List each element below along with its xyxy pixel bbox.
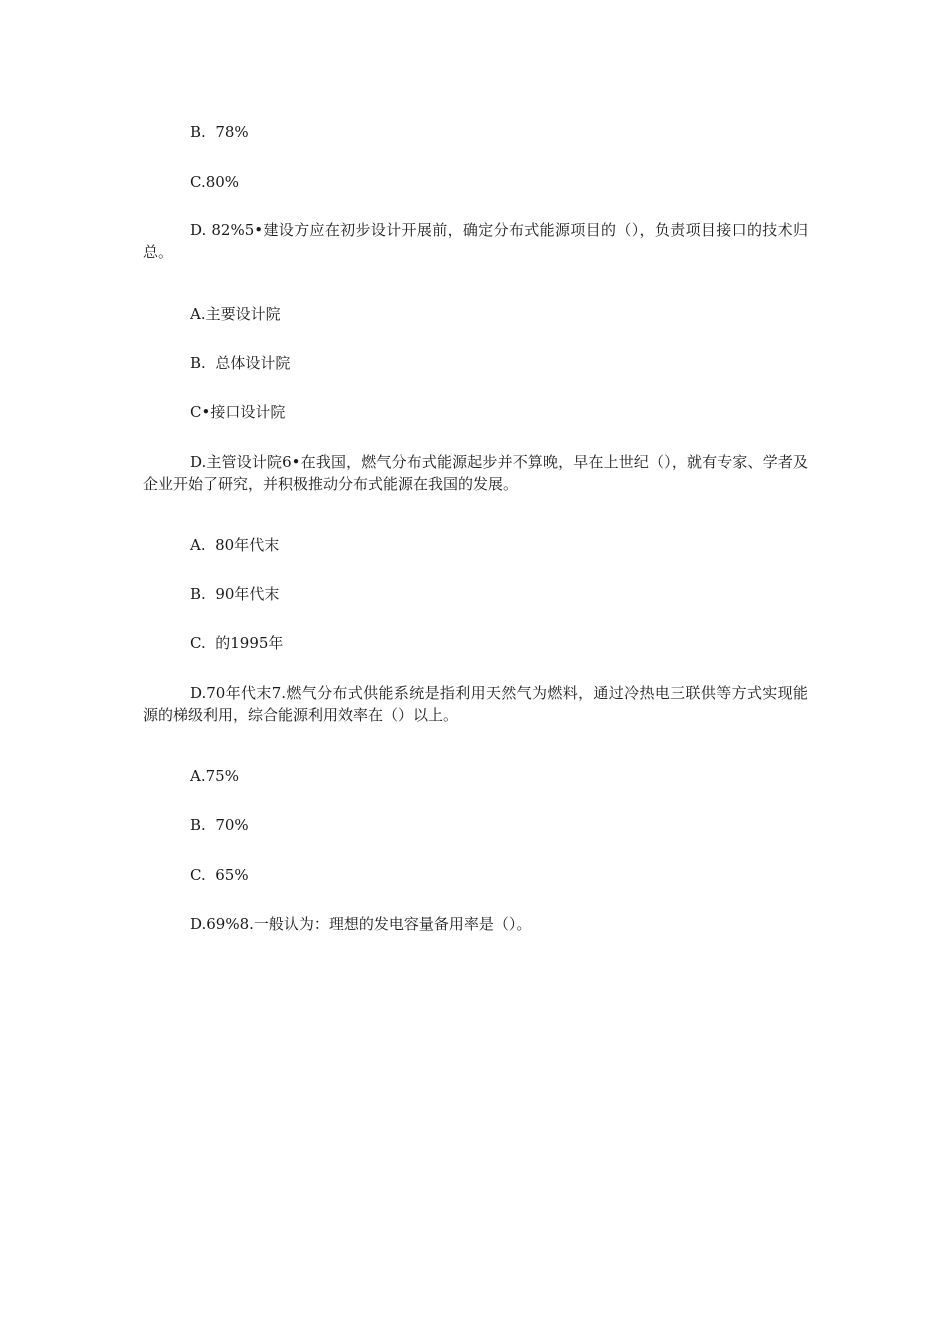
option-a-late-80s: A. 80年代末 — [190, 536, 280, 554]
option-b-70: B. 70% — [190, 816, 249, 834]
option-c-80: C.80% — [190, 173, 240, 191]
option-a-main-design-institute: A.主要设计院 — [190, 305, 281, 323]
option-c-1995: C. 的1995年 — [190, 634, 284, 652]
question-8-line: D.69%8.一般认为：理想的发电容量备用率是（）。 — [190, 915, 532, 933]
option-b-late-90s: B. 90年代末 — [190, 585, 280, 603]
question-5-paragraph: D. 82%5•建设方应在初步设计开展前，确定分布式能源项目的（），负责项目接口的技术归总。 — [143, 221, 808, 261]
option-c-interface-design-institute: C•接口设计院 — [190, 403, 286, 421]
option-c-65: C. 65% — [190, 866, 249, 884]
option-a-75: A.75% — [190, 767, 239, 785]
option-b-78: B. 78% — [190, 123, 249, 141]
question-7-paragraph: D.70年代末7.燃气分布式供能系统是指利用天然气为燃料，通过冷热电三联供等方式实现能源的梯级利用，综合能源利用效率在（）以上。 — [143, 684, 808, 724]
option-b-general-design-institute: B. 总体设计院 — [190, 354, 291, 372]
question-6-paragraph: D.主管设计院6•在我国，燃气分布式能源起步并不算晚，早在上世纪（），就有专家、学者及企业开始了研究，并积极推动分布式能源在我国的发展。 — [143, 453, 808, 493]
